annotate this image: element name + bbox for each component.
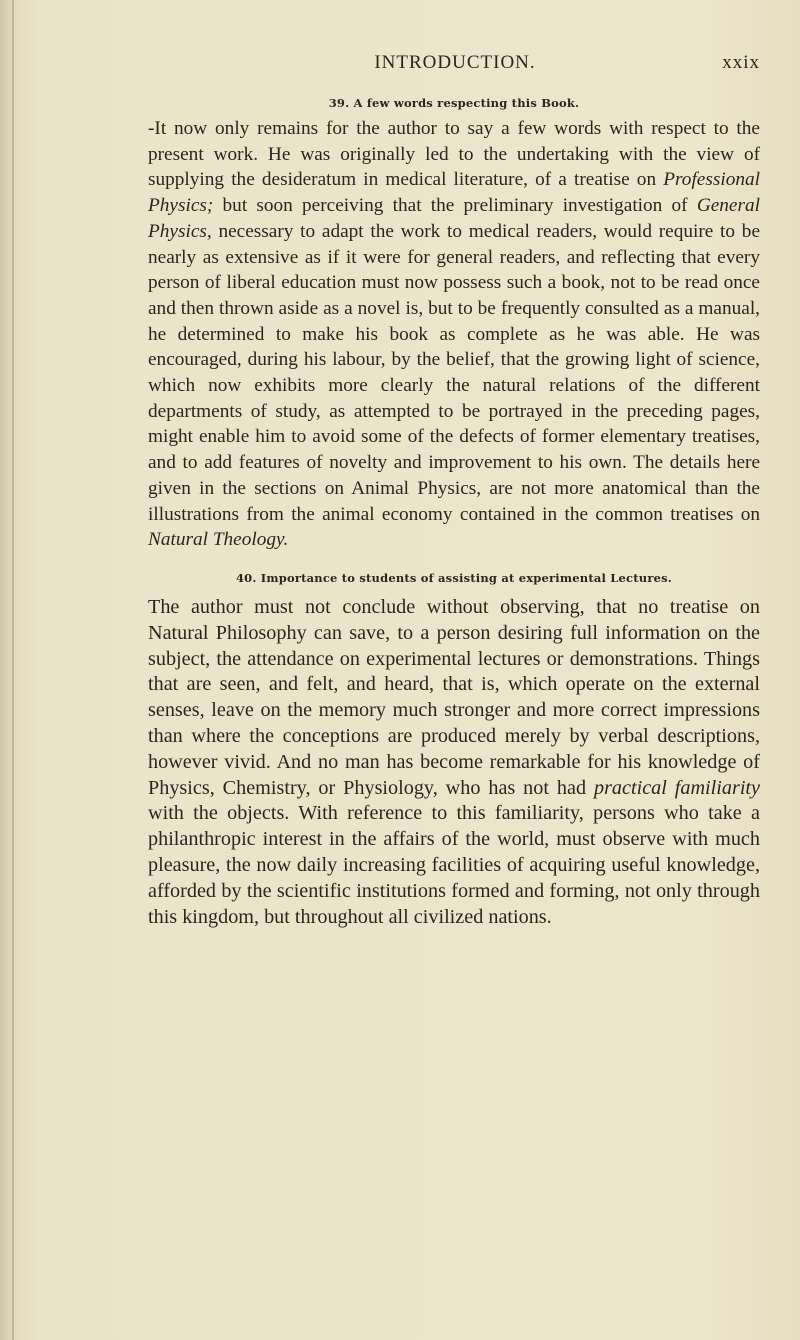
body-text [148, 96, 760, 930]
paragraph-text: The author must not conclude without observing, that no treatise on Natural Philosophy can save, to a person desiring full information on the subject, the attendance on experimental lectures or demonstrations. Things that are seen, and felt, and heard, that is, which operate on the external senses, leave on the memory much stronger and more correct impressions than where the conceptions are produced merely by verbal descriptions, however vivid. And no man has become remarkable for his knowledge of Physics, Chemistry, or Physiology, who has not had [148, 595, 760, 799]
italic-title: Professional Physics; [148, 169, 760, 217]
paragraph-text: -It now only remains for the author to say a few words with respect to the present work. He was originally led to the undertaking with the view of supplying the desideratum in medical literature, of a treatise on [148, 118, 760, 191]
paragraph-text: but soon perceiving that the preliminary investigation of [213, 195, 697, 217]
italic-title: General Physics, [148, 195, 760, 242]
paragraph-39 [148, 116, 760, 553]
italic-title: Natural Theology. [148, 529, 289, 551]
running-head: INTRODUCTION. [374, 52, 536, 73]
page-gutter [12, 0, 14, 1340]
paragraph-40 [148, 595, 760, 930]
paragraph-text: with the objects. With reference to this familiarity, persons who take a philanthropic interest in the affairs of the world, must observe with much pleasure, the now daily increasing facilities of acquiring useful knowledge, afforded by the scientific institutions formed and forming, not only through this kingdom, but throughout all civilized nations. [148, 802, 760, 928]
paragraph-text: necessary to adapt the work to medical readers, would require to be nearly as extensive as if it were for general readers, and reflecting that every person of liberal education must now possess such a book, not to be read once and then thrown aside as a novel is, but to be frequently consulted as a manual, he determined to make his book as complete as he was able. He was encouraged, during his labour, by the belief, that the growing light of science, which now exhibits more clearly the natural relations of the different departments of study, as attempted to be portrayed in the preceding pages, might enable him to avoid some of the defects of former elementary treatises, and to add features of novelty and improvement to his own. The details here given in the sections on Animal Physics, are not more anatomical than the illustrations from the animal economy contained in the common treatises on [148, 220, 760, 525]
page-number: xxix [722, 52, 760, 73]
italic-phrase: practical familiarity [593, 776, 761, 799]
section-heading-39: 39. A few words respecting this Book. [328, 96, 580, 110]
page-header [150, 52, 760, 76]
section-heading-40: 40. Importance to students of assisting at experimental Lectures. [235, 570, 672, 585]
